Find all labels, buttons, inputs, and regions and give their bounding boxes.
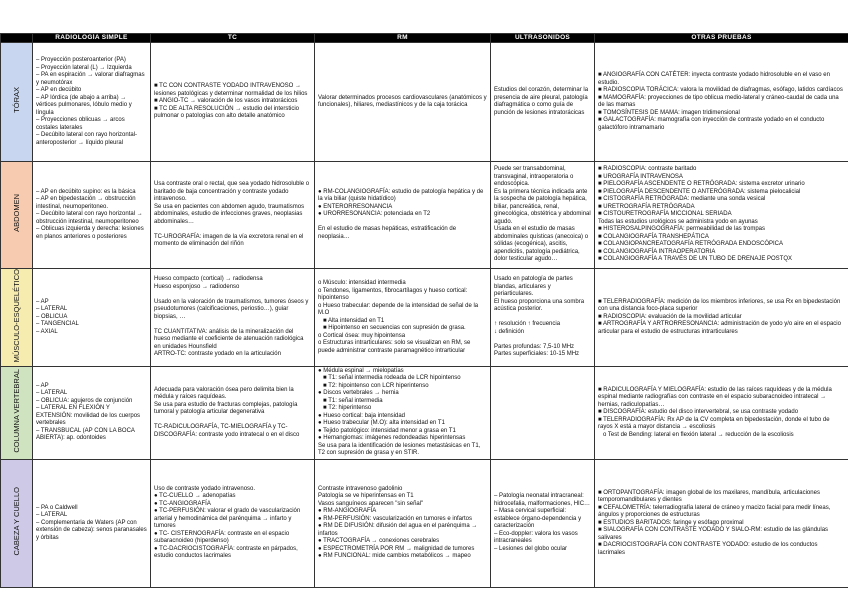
header-tc: TC: [151, 34, 315, 43]
header-otras-pruebas: OTRAS PRUEBAS: [595, 34, 848, 43]
cell-abdomen-rm: ● RM-COLANGIOGRAFÍA: estudio de patología hepática y de la vía biliar (quiste hidatídico) ● ENTERORRESONANCIA ● URORRESONANCIA: potenciada en T2 En el estudio de masas hepáticas, estratificación de neoplasia…: [315, 162, 491, 269]
header-ultrasonidos: ULTRASONIDOS: [491, 34, 595, 43]
row-musculo-esqueletico: [1, 269, 848, 367]
cell-cabeza-otras: ■ ORTOPANTOGRAFÍA: imagen global de los maxilares, mandíbula, articulaciones temporomandibulares y dientes ■ CEFALOMETRÍA: telerradiografía lateral de cráneo y macizo facial para medir líneas, ángulos y proporciones de estructuras ■ ESTUDIOS BARITADOS: faringe y esófago proximal ■ SIALOGRAFÍA CON CONTRASTE YODADO Y SIALO-RM: estudio de las glándulas salivares ■ DACRIOCISTOGRAFÍA CON CONTRASTE YODADO: estudio de los conductos lacrimales: [595, 459, 848, 587]
row-columna-vertebral: [1, 366, 848, 459]
cell-torax-us: Estudios del corazón, determinar la presencia de aire pleural, patología diafragmática o como guía de punción de lesiones intratorácicas: [491, 43, 595, 162]
cell-torax-rx: – Proyección posteroanterior (PA) – Proyección lateral (L) → Izquierda – PA en espiración → valorar diafragmas y neumotórax – AP en decúbito – AP lórdica (de abajo a arriba) → vértices pulmonares, lóbulo medio y língula – Proyecciones oblicuas → arcos costales laterales – Decúbito lateral con rayo horizontal-anteroposterior → líquido pleural: [33, 43, 151, 162]
header-radiologia-simple: RADIOLOGÍA SIMPLE: [33, 34, 151, 43]
cell-musculo-rx: – AP – LATERAL – OBLICUA – TANGENCIAL – AXIAL: [33, 269, 151, 367]
cell-columna-tc: Adecuada para valoración ósea pero delimita bien la médula y raíces raquídeas. Se usa para estudio de fracturas complejas, patología tumoral y patología articular degenerativa TC-RADICULOGRAFÍA, TC-MIELOGRAFÍA y TC-DISCOGRAFÍA: contraste yodo intratecal o en el disco: [151, 366, 315, 459]
row-label-musculo: MÚSCULO-ESQUELÉTICO: [1, 269, 33, 367]
row-label-torax: TÓRAX: [1, 43, 33, 162]
cell-torax-tc: ■ TC CON CONTRASTE YODADO INTRAVENOSO → lesiones patológicas y determinar normalidad de los hilios ■ ANGIO-TC → valoración de los vasos intratorácicos ■ TC DE ALTA RESOLUCIÓN → estudio del intersticio pulmonar o patologías con alto detalle anatómico: [151, 43, 315, 162]
row-label-abdomen: ABDOMEN: [1, 162, 33, 269]
cell-columna-rm: ● Médula espinal → mielopatías ■ T1: señal intermedia rodeada de LCR hipointenso ■ T2: hipointenso con LCR hiperintenso ● Discos vertebrales → hernia ■ T1: señal intermedia ■ T2: hiperintenso ● Hueso cortical: baja intensidad ● Hueso trabecular (M.O): alta intensidad en T1 ● Tejido patológico: intensidad menor a grasa en T1 ● Hemangiomas: imágenes redondeadas hiperintensas Se usa para la identificación de lesiones metastásicas en T1, T2 con supresión de grasa y en STIR.: [315, 366, 491, 459]
cell-columna-us: [491, 366, 595, 459]
cell-torax-otras: ■ ANGIOGRAFÍA CON CATÉTER: inyecta contraste yodado hidrosoluble en el vaso en estudio. ■ RADIOSCOPIA TORÁCICA: valora la movilidad de diafragmas, esófago, latidos cardíacos ■ MAMOGRAFÍA: proyecciones de tipo oblicua medio-lateral y cráneo-caudal de cada una de las mamas ■ TOMOSÍNTESIS DE MAMA: imagen tridimensional ■ GALACTOGRAFÍA: mamografía con inyección de contraste yodado en el conducto galactóforo intramamario: [595, 43, 848, 162]
cell-cabeza-us: – Patología neonatal intracraneal: hidrocefalia, malformaciones, HIC… – Masa cervical superficial: establece órgano-dependencia y caracterización – Eco-doppler: valora los vasos intracraneales – Lesiones del globo ocular: [491, 459, 595, 587]
cell-cabeza-rx: – PA o Caldwell – LATERAL – Complementaria de Waters (AP con extensión de cabeza): senos paranasales y órbitas: [33, 459, 151, 587]
cell-abdomen-us: Puede ser transabdominal, transvaginal, intraoperatoria o endoscópica. Es la primera técnica indicada ante la sospecha de patología hepática, biliar, pancreática, renal, ginecológica, obstétrica y abdominal agudo. Usada en el estudio de masas abdominales quísticas (anecoica) o sólidas (ecogénica), ascitis, apendicitis, patología pediátrica, dolor testicular agudo…: [491, 162, 595, 269]
cell-abdomen-rx: – AP en decúbito supino: es la básica – AP en bipedestación → obstrucción intestinal, neumoperitoneo. – Decúbito lateral con rayo horizontal → obstrucción intestinal, neumoperitoneo – Oblicuas izquierda y derecha: lesiones en planos anteriores o posteriores: [33, 162, 151, 269]
row-torax: [1, 43, 848, 162]
row-abdomen: [1, 162, 848, 269]
cell-musculo-rm: o Músculo: intensidad intermedia o Tendones, ligamentos, fibrocartílagos y hueso cortical: hipointenso o Hueso trabecular: depende de la intensidad de señal de la M.O ■ Alta intensidad en T1 ■ Hipointenso en secuencias con supresión de grasa. o Cortical ósea: muy hipointensa o Estructuras intrarticulares: solo se visualizan en RM, se puede administrar contraste paramagnético intrarticular: [315, 269, 491, 367]
cell-abdomen-otras: ■ RADIOSCOPIA: contraste baritado ■ UROGRAFÍA INTRAVENOSA ■ PIELOGRAFÍA ASCENDENTE O RETRÓGRADA: sistema excretor urinario ■ PIELOGRAFÍA DESCENDENTE O ANTERÓGRADA: sistema pielocalicial ■ CISTOGRAFÍA RETRÓGRADA: mediante una sonda vesical ■ URETROGRAFÍA RETRÓGRADA ■ CISTOURETROGRAFÍA MICCIONAL SERIADA Todas las estudios urológicos se administra yodo en ayunas ■ HISTEROSALPINGOGRAFÍA: permeabilidad de las trompas ■ COLANGIOGRAFÍA TRANSHEPÁTICA ■ COLANGIOPANCREATOGRAFÍA RETRÓGRADA ENDOSCÓPICA ■ COLANGIOGRAFÍA INTRAOPERATORIA ■ COLANGIOGRAFÍA A TRAVÉS DE UN TUBO DE DRENAJE POSTQX: [595, 162, 848, 269]
header-rm: RM: [315, 34, 491, 43]
row-cabeza-cuello: [1, 459, 848, 587]
cell-cabeza-tc: Uso de contraste yodado intravenoso. ● TC-CUELLO → adenopatías ● TC-ANGIOGRAFÍA ● TC-PERFUSIÓN: valorar el grado de vascularización arterial y hemodinámica del parénquima → infarto y tumores ● TC- CISTERNOGRAFÍA: contraste en el espacio subaracnoideo (hiperdenso) ● TC-DACRIOCISTOGRAFÍA: contraste en párpados, estudio conductos lacrimales: [151, 459, 315, 587]
row-label-cabeza: CABEZA Y CUELLO: [1, 459, 33, 587]
row-label-columna: COLUMNA VERTEBRAL: [1, 366, 33, 459]
cell-abdomen-tc: Usa contraste oral o rectal, que sea yodado hidrosoluble o baritado de baja concentración y contraste yodado intravenoso. Se usa en pacientes con abdomen agudo, traumatismos abdominales, estudio de infecciones graves, neoplasias abdominales… TC-UROGRAFÍA: imagen de la vía excretora renal en el momento de eliminación del riñón: [151, 162, 315, 269]
cell-musculo-otras: ■ TELERRADIOGRAFÍA: medición de los miembros inferiores, se usa Rx en bipedestación con una distancia foco-placa superior ■ RADIOSCOPIA: evaluación de la movilidad articular ■ ARTROGRAFÍA Y ARTRORRESONANCIA: administración de yodo y/o aire en el espacio articular para el estudio de estructuras intrarticulares: [595, 269, 848, 367]
cell-columna-otras: ■ RADICULOGRAFÍA Y MIELOGRAFÍA: estudio de las raíces raquídeas y de la médula espinal mediante radiografías con contraste en el espacio subaracnoideo intratecal → hernias, radiculopatías… ■ DISCOGRAFÍA: estudio del disco intervertebral, se usa contraste yodado ■ TELERRADIOGRAFÍA: Rx AP de la CV completa en bipedestación, donde el tubo de rayos X está a mayor distancia → escoliosis o Test de Bending: lateral en flexión lateral → reducción de la escoliosis: [595, 366, 848, 459]
header-corner: [1, 34, 33, 43]
comparison-table: [0, 33, 848, 588]
cell-musculo-us: Usado en patología de partes blandas, articulares y periarticulares. El hueso proporciona una sombra acústica posterior. ↑ resolución ↑ frecuencia ↓ definición Partes profundas: 7,5-10 MHz Partes superficiales: 10-15 MHz: [491, 269, 595, 367]
header-row: [1, 34, 848, 43]
cell-columna-rx: – AP – LATERAL – OBLICUA: agujeros de conjunción – LATERAL EN FLEXIÓN Y EXTENSIÓN: movilidad de los cuerpos vertebrales – TRANSBUCAL (AP CON LA BOCA ABIERTA): ap. odontoides: [33, 366, 151, 459]
cell-torax-rm: Valorar determinados procesos cardiovasculares (anatómicos y funcionales), hiliares, mediastínicos y de la caja torácica: [315, 43, 491, 162]
cell-musculo-tc: Hueso compacto (cortical) → radiodensa Hueso esponjoso → radiodenso Usado en la valoración de traumatismos, tumores óseos y pseudotumores (calcificaciones, periostio…), guiar biopsias, … TC CUANTITATIVA: análisis de la mineralización del hueso mediante el coeficiente de atenuación radiológica en unidades Hounsfield ARTRO-TC: contraste yodado en la articulación: [151, 269, 315, 367]
cell-cabeza-rm: Contraste intravenoso gadolinio Patología se ve hiperintensas en T1 Vasos sanguíneos aparecen "sin señal" ● RM-ANGIOGRAFÍA ● RM-PERFUSIÓN: vascularización en tumores e infartos ● RM DE DIFUSIÓN: difusión del agua en el parénquima → infartos ● TRACTOGRAFÍA → conexiones cerebrales ● ESPECTROMETRÍA POR RM → malignidad de tumores ● RM FUNCIONAL: mide cambios metabólicos → mapeo: [315, 459, 491, 587]
